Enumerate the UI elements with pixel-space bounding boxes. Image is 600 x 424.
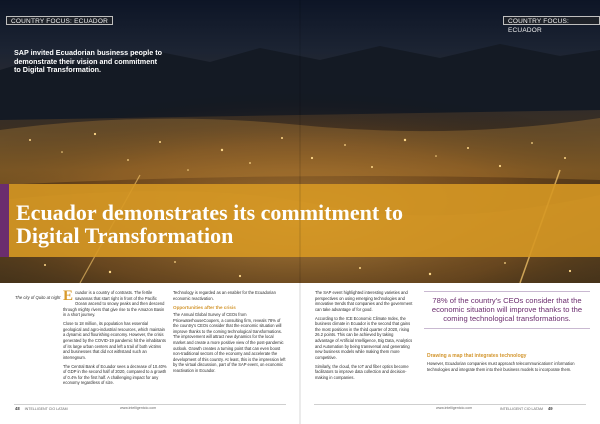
subheading: Opportunities after the crisis	[173, 304, 236, 310]
page-gutter	[299, 0, 301, 424]
body-paragraph: Close to 18 million, its population has essential geological and agro-industrial resources, which maintain a dynamic and flourishing economy. However, the crisis generated by the COVID-19 pandemic hit the inhabitants of its large urban centers and left a trail of both victims and businesses that did not withstand such an interregnum.	[63, 321, 166, 360]
subheading: Drawing a map that integrates technology	[427, 353, 527, 359]
intro-text: SAP invited Ecuadorian business people to demonstrate their vision and commitment to Digital Transformation.	[14, 48, 163, 75]
body-paragraph: Similarly, the cloud, the IoT and fiber optics become facilitators to improve data collection and decision-making in companies.	[315, 363, 409, 380]
publication-name-right: INTELLIGENT CIO LATAM	[500, 407, 543, 411]
body-paragraph: Technology is regarded as an enabler for the Ecuadorian economic reactivation.	[173, 290, 276, 301]
body-column-3	[315, 290, 413, 384]
page-number-right: 49	[547, 406, 553, 411]
footer-url-left[interactable]: www.intelligentcio.com	[120, 406, 157, 410]
footer-right	[500, 405, 553, 412]
page-number-left: 48	[15, 406, 20, 411]
section-tag-left: COUNTRY FOCUS: ECUADOR	[6, 16, 113, 25]
footer-url-right[interactable]: www.intelligentcio.com	[436, 406, 473, 410]
body-paragraph: The Annual Global Survey of CEOs from PricewaterhouseCoopers, a consulting firm, reveals 78% of the country's CEOs consider that the economic situation will improve thanks to the coming technological transformations. The improvement will attract new dynamics for the local market and create a more positive view of the post-pandemic outlook. Growth creates a turning point that can even boost non-traditional sectors of the economy and accelerate the development of this country. At least, this is the impression left by the virtual discussion, part of the SAP event, on economic reactivation in Ecuador.	[173, 312, 286, 373]
body-column-2	[173, 290, 287, 377]
banner-accent-bar	[0, 184, 9, 257]
body-paragraph: According to the ICE Economic Climate Index, the business climate in Ecuador is the second that gains the most positions in the third quarter of 2020, rising 26.2 points. This can be achieved by taking advantage of Artificial Intelligence, Big Data, Analytics and Automation by being transversal and generating new business models while making them more competitive.	[315, 315, 413, 360]
body-paragraph: The SAP event highlighted interesting varieties and perspectives on using emerging technologies and innovative trends that companies and the government can take advantage of for good.	[315, 290, 413, 312]
pull-quote: 78% of the country's CEOs consider that the economic situation will improve thanks to the coming technological transformations.	[424, 291, 590, 329]
drop-cap: E	[63, 288, 74, 304]
body-column-4	[427, 352, 587, 376]
body-paragraph	[63, 290, 167, 318]
body-column-1	[63, 290, 167, 390]
footer-left	[15, 405, 68, 412]
publication-name-left: INTELLIGENT CIO LATAM	[24, 407, 68, 411]
body-paragraph: The Central Bank of Ecuador sees a decrease of 10.40% of GDP in the second half of 2020, compared to a growth of 0.4% for the first half. A challenging impact for any economy regardless of size.	[63, 363, 167, 386]
section-tag-right: COUNTRY FOCUS: ECUADOR	[503, 16, 600, 25]
body-paragraph: However, Ecuadorian companies must approach telecommunications' information technologies and integrate them into their business models to incorporate them.	[427, 361, 575, 372]
paragraph-text: cuador is a country of contrasts. The fertile savannas that start right in front of the Pacific Ocean ascend to snowy peaks and then descend through mighty rivers that give rise to the Amazon Basin in a short journey.	[63, 290, 165, 318]
article-headline: Ecuador demonstrates its commitment to Digital Transformation	[16, 200, 403, 248]
photo-caption: The city of Quito at night	[15, 295, 61, 300]
